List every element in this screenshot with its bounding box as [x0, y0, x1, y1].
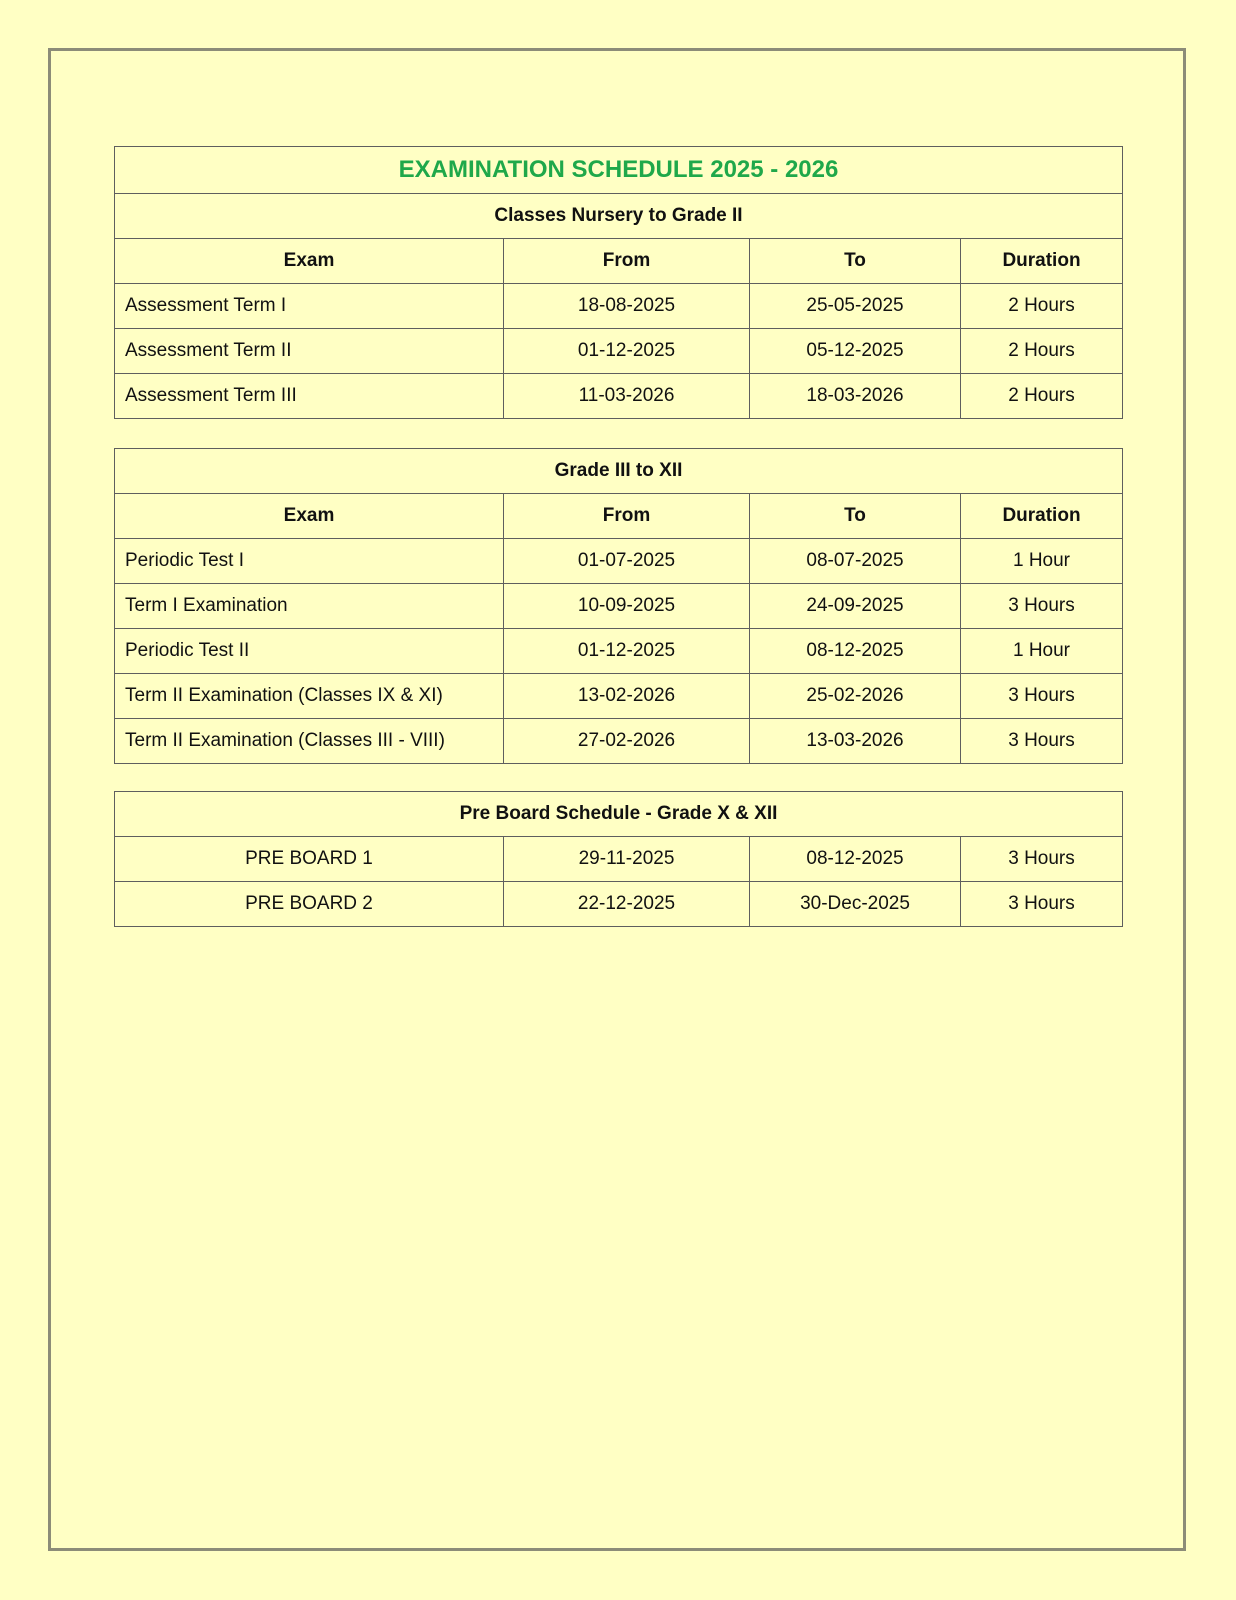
schedule-table-pre-board: [114, 791, 1123, 927]
column-header-from: From: [504, 494, 750, 539]
to-cell: 30-Dec-2025: [750, 882, 961, 927]
table-row: [115, 674, 1123, 719]
column-header-duration: Duration: [961, 239, 1123, 284]
table-row: [115, 629, 1123, 674]
table-row: [115, 329, 1123, 374]
to-cell: 25-05-2025: [750, 284, 961, 329]
exam-cell: Periodic Test I: [115, 539, 504, 584]
from-cell: 22-12-2025: [504, 882, 750, 927]
duration-cell: 2 Hours: [961, 284, 1123, 329]
to-cell: 08-07-2025: [750, 539, 961, 584]
section-heading: Pre Board Schedule - Grade X & XII: [115, 792, 1123, 837]
exam-cell: PRE BOARD 1: [115, 837, 504, 882]
to-cell: 13-03-2026: [750, 719, 961, 764]
table-row: [115, 539, 1123, 584]
from-cell: 13-02-2026: [504, 674, 750, 719]
section-heading-row: [115, 194, 1123, 239]
column-header-exam: Exam: [115, 494, 504, 539]
column-header-row: [115, 494, 1123, 539]
section-heading-row: [115, 792, 1123, 837]
column-header-to: To: [750, 239, 961, 284]
table-row: [115, 882, 1123, 927]
column-header-from: From: [504, 239, 750, 284]
section-heading: Grade III to XII: [115, 449, 1123, 494]
from-cell: 11-03-2026: [504, 374, 750, 419]
table-row: [115, 719, 1123, 764]
duration-cell: 2 Hours: [961, 329, 1123, 374]
from-cell: 27-02-2026: [504, 719, 750, 764]
table-row: [115, 837, 1123, 882]
schedule-table-nursery-grade-ii: [114, 146, 1123, 419]
exam-cell: Assessment Term I: [115, 284, 504, 329]
duration-cell: 3 Hours: [961, 674, 1123, 719]
from-cell: 29-11-2025: [504, 837, 750, 882]
exam-cell: Periodic Test II: [115, 629, 504, 674]
exam-cell: Term II Examination (Classes III - VIII): [115, 719, 504, 764]
section-heading: Classes Nursery to Grade II: [115, 194, 1123, 239]
from-cell: 01-12-2025: [504, 629, 750, 674]
column-header-to: To: [750, 494, 961, 539]
table-row: [115, 284, 1123, 329]
to-cell: 25-02-2026: [750, 674, 961, 719]
to-cell: 18-03-2026: [750, 374, 961, 419]
to-cell: 08-12-2025: [750, 837, 961, 882]
to-cell: 08-12-2025: [750, 629, 961, 674]
duration-cell: 3 Hours: [961, 719, 1123, 764]
column-header-duration: Duration: [961, 494, 1123, 539]
exam-cell: Assessment Term II: [115, 329, 504, 374]
duration-cell: 2 Hours: [961, 374, 1123, 419]
title-row: [115, 147, 1123, 194]
exam-cell: PRE BOARD 2: [115, 882, 504, 927]
duration-cell: 3 Hours: [961, 837, 1123, 882]
column-header-exam: Exam: [115, 239, 504, 284]
from-cell: 18-08-2025: [504, 284, 750, 329]
duration-cell: 1 Hour: [961, 539, 1123, 584]
to-cell: 05-12-2025: [750, 329, 961, 374]
exam-cell: Term I Examination: [115, 584, 504, 629]
exam-cell: Term II Examination (Classes IX & XI): [115, 674, 504, 719]
exam-cell: Assessment Term III: [115, 374, 504, 419]
duration-cell: 3 Hours: [961, 882, 1123, 927]
column-header-row: [115, 239, 1123, 284]
table-row: [115, 584, 1123, 629]
schedule-title: EXAMINATION SCHEDULE 2025 - 2026: [115, 147, 1123, 194]
section-heading-row: [115, 449, 1123, 494]
from-cell: 01-07-2025: [504, 539, 750, 584]
table-row: [115, 374, 1123, 419]
duration-cell: 1 Hour: [961, 629, 1123, 674]
to-cell: 24-09-2025: [750, 584, 961, 629]
from-cell: 01-12-2025: [504, 329, 750, 374]
from-cell: 10-09-2025: [504, 584, 750, 629]
duration-cell: 3 Hours: [961, 584, 1123, 629]
schedule-table-grade-iii-xii: [114, 448, 1123, 764]
